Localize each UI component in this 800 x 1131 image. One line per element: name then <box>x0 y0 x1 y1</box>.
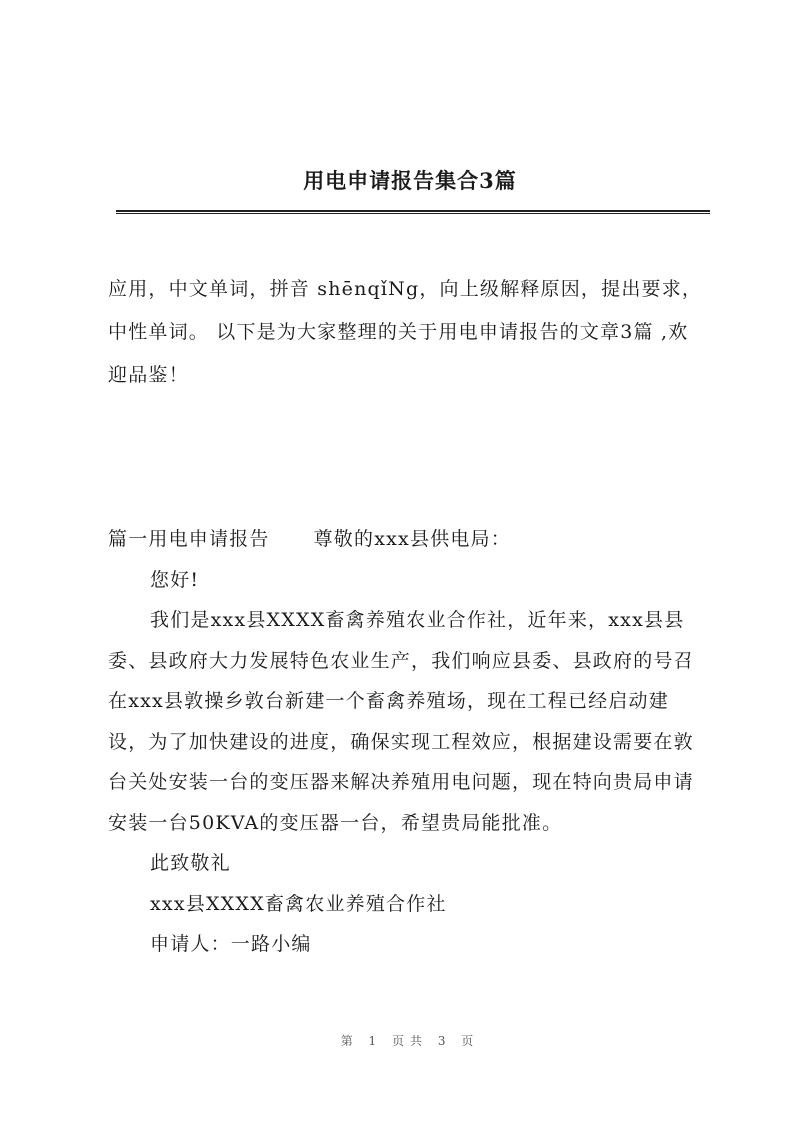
title-underline <box>116 210 710 214</box>
intro-paragraph: 应用，中文单词，拼音 shēnqǐNg，向上级解释原因，提出要求，中性单词。 以下是为大家整理的关于用电申请报告的文章3篇 ,欢迎品鉴！ <box>108 278 703 386</box>
letter-body <box>108 519 708 965</box>
greeting: 您好! <box>150 568 200 591</box>
applicant-line: 申请人：一路小编 <box>150 933 312 955</box>
salutation: 尊敬的xxx县供电局： <box>313 528 511 550</box>
closing: 此致敬礼 <box>150 852 231 874</box>
main-paragraph: 我们是xxx县XXXX畜禽养殖农业合作社，近年来，xxx县县委、县政府大力发展特色农业生产，我们响应县委、县政府的号召在xxx县敦操乡敦台新建一个畜禽养殖场，现在工程已经启动建设，为了加快建设的进度，确保实现工程效应，根据建设需要在敦台关处安装一台的变压器来解决养殖用电问题，现在特向贵局申请安装一台50KVA的变压器一台，希望贵局能批准。 <box>108 609 694 834</box>
section-heading: 篇一用电申请报告 <box>108 528 270 550</box>
page-footer: 第 1 页共 3 页 <box>340 1034 480 1048</box>
organization-name: xxx县XXXX畜禽农业养殖合作社 <box>150 892 447 915</box>
section-heading-line <box>108 519 708 560</box>
document-title: 用电申请报告集合3篇 <box>303 168 517 193</box>
